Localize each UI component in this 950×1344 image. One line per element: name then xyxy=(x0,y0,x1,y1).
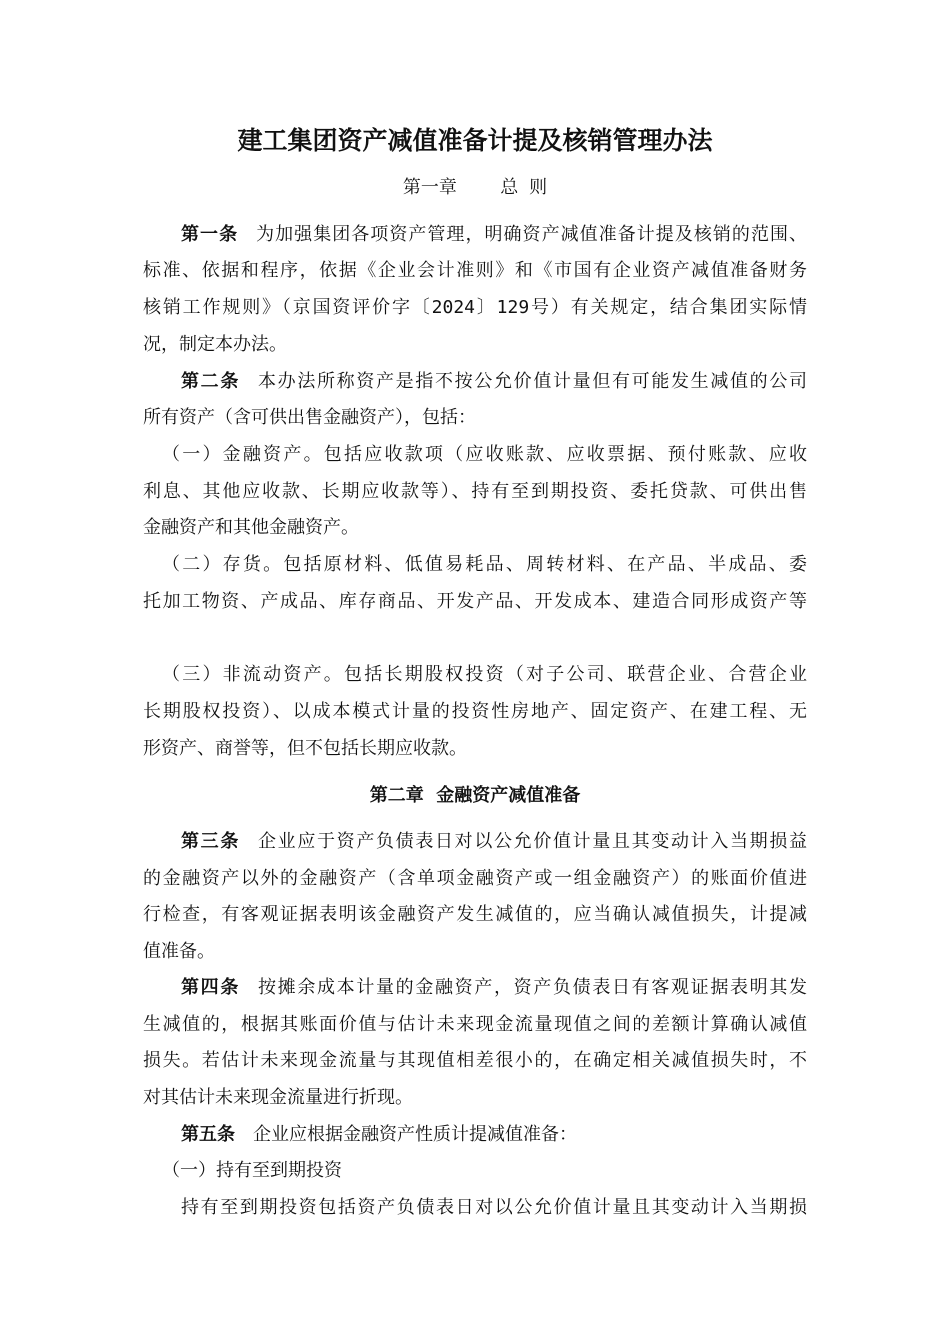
chapter-1-heading: 第一章 总 则 xyxy=(402,177,548,198)
subitem-1-heading: （一）持有至到期投资 xyxy=(162,1160,342,1181)
item-1-line-1: （一）金融资产。包括应收款项（应收账款、应收票据、预付账款、应收 xyxy=(162,444,807,465)
item-3-line-3: 形资产、商誉等，但不包括长期应收款。 xyxy=(143,738,467,759)
item-2-line-2: 托加工物资、产成品、库存商品、开发产品、开发成本、建造合同形成资产等 xyxy=(143,591,807,612)
article-4-line-1: 第四条 按摊余成本计量的金融资产，资产负债表日有客观证据表明其发 xyxy=(181,977,807,998)
article-4-line-4: 对其估计未来现金流量进行折现。 xyxy=(143,1087,413,1108)
article-3-line-2: 的金融资产以外的金融资产（含单项金融资产或一组金融资产）的账面价值进 xyxy=(143,868,807,889)
article-2-label: 第二条 xyxy=(181,371,240,392)
article-3-line-4: 值准备。 xyxy=(143,941,215,962)
item-2-line-1: （二）存货。包括原材料、低值易耗品、周转材料、在产品、半成品、委 xyxy=(162,554,807,575)
article-2-line-2: 所有资产（含可供出售金融资产），包括： xyxy=(143,407,476,428)
article-4-line-3: 损失。若估计未来现金流量与其现值相差很小的，在确定相关减值损失时，不 xyxy=(143,1050,807,1071)
article-3-line-1: 第三条 企业应于资产负债表日对以公允价值计量且其变动计入当期损益 xyxy=(181,831,807,852)
item-1-line-3: 金融资产和其他金融资产。 xyxy=(143,517,359,538)
document-title: 建工集团资产减值准备计提及核销管理办法 xyxy=(237,126,713,155)
item-3-line-2: 长期股权投资）、以成本模式计量的投资性房地产、固定资产、在建工程、无 xyxy=(143,701,807,722)
article-1-label: 第一条 xyxy=(181,224,239,245)
article-4-label: 第四条 xyxy=(181,977,240,998)
article-5-line-1: 第五条 企业应根据金融资产性质计提减值准备： xyxy=(181,1124,577,1145)
article-1-line-1: 第一条 为加强集团各项资产管理，明确资产减值准备计提及核销的范围、 xyxy=(181,224,808,245)
article-5-label: 第五条 xyxy=(181,1124,235,1145)
chapter-2-heading: 第二章 金融资产减值准备 xyxy=(369,785,581,806)
article-2-line-1: 第二条 本办法所称资产是指不按公允价值计量但有可能发生减值的公司 xyxy=(181,371,807,392)
article-3-line-3: 行检查，有客观证据表明该金融资产发生减值的，应当确认减值损失，计提减 xyxy=(143,904,807,925)
article-3-label: 第三条 xyxy=(181,831,240,852)
article-1-line-3: 核销工作规则》（京国资评价字〔2024〕129号）有关规定，结合集团实际情 xyxy=(143,297,807,318)
article-1-line-4: 况，制定本办法。 xyxy=(143,334,287,355)
article-1-line-2: 标准、依据和程序，依据《企业会计准则》和《市国有企业资产减值准备财务 xyxy=(143,260,807,281)
item-1-line-2: 利息、其他应收款、长期应收款等）、持有至到期投资、委托贷款、可供出售 xyxy=(143,481,807,502)
article-4-line-2: 生减值的，根据其账面价值与估计未来现金流量现值之间的差额计算确认减值 xyxy=(143,1014,807,1035)
item-3-line-1: （三）非流动资产。包括长期股权投资（对子公司、联营企业、合营企业 xyxy=(162,664,807,685)
subitem-1-line-1: 持有至到期投资包括资产负债表日对以公允价值计量且其变动计入当期损 xyxy=(181,1197,807,1218)
